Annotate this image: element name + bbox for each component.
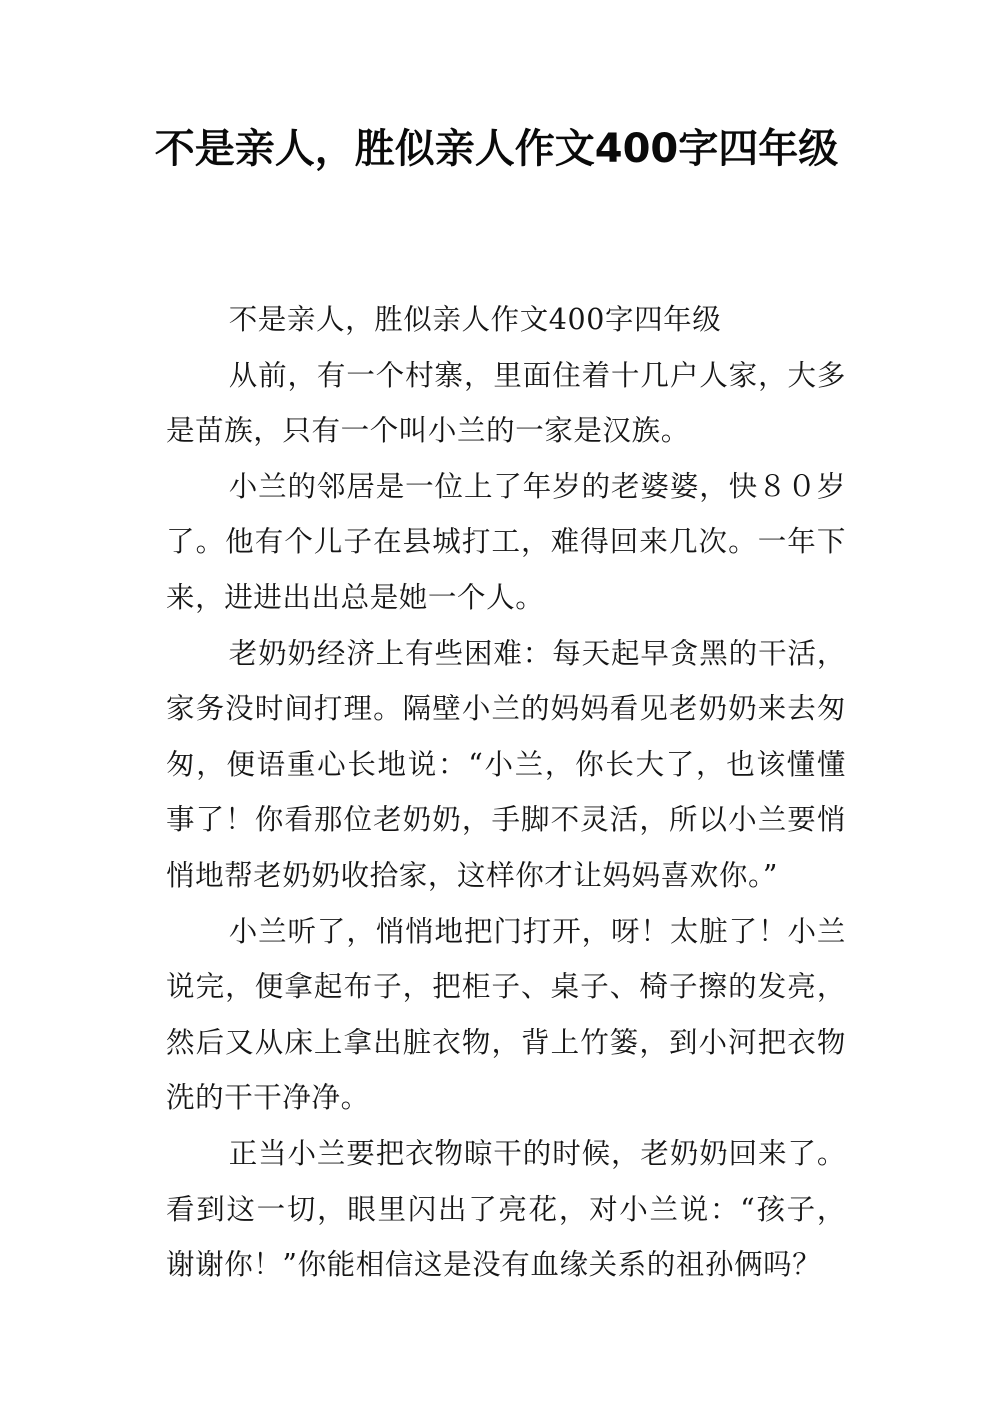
paragraph-3: 老奶奶经济上有些困难：每天起早贪黑的干活，家务没时间打理。隔壁小兰的妈妈看见老奶奶来去匆匆，便语重心长地说：“小兰，你长大了，也该懂懂事了！你看那位老奶奶，手脚不灵活，所以小兰要悄悄地帮老奶奶收拾家，这样你才让妈妈喜欢你。” [166,636,846,892]
paragraph-5: 正当小兰要把衣物晾干的时候，老奶奶回来了。看到这一切，眼里闪出了亮花，对小兰说：“孩子，谢谢你！”你能相信这是没有血缘关系的祖孙俩吗？ [166,1136,846,1282]
paragraph-2: 小兰的邻居是一位上了年岁的老婆婆，快８０岁了。他有个儿子在县城打工，难得回来几次。一年下来，进进出出总是她一个人。 [166,469,846,614]
document-title: 不是亲人，胜似亲人作文400字四年级 [154,126,839,172]
paragraph-subtitle: 不是亲人，胜似亲人作文400字四年级 [228,303,722,336]
document-body [166,292,846,1293]
paragraph-4: 小兰听了，悄悄地把门打开，呀！太脏了！小兰说完，便拿起布子，把柜子、桌子、椅子擦的发亮，然后又从床上拿出脏衣物，背上竹篓，到小河把衣物洗的干干净净。 [166,914,846,1115]
paragraph-1: 从前，有一个村寨，里面住着十几户人家，大多是苗族，只有一个叫小兰的一家是汉族。 [166,358,846,448]
